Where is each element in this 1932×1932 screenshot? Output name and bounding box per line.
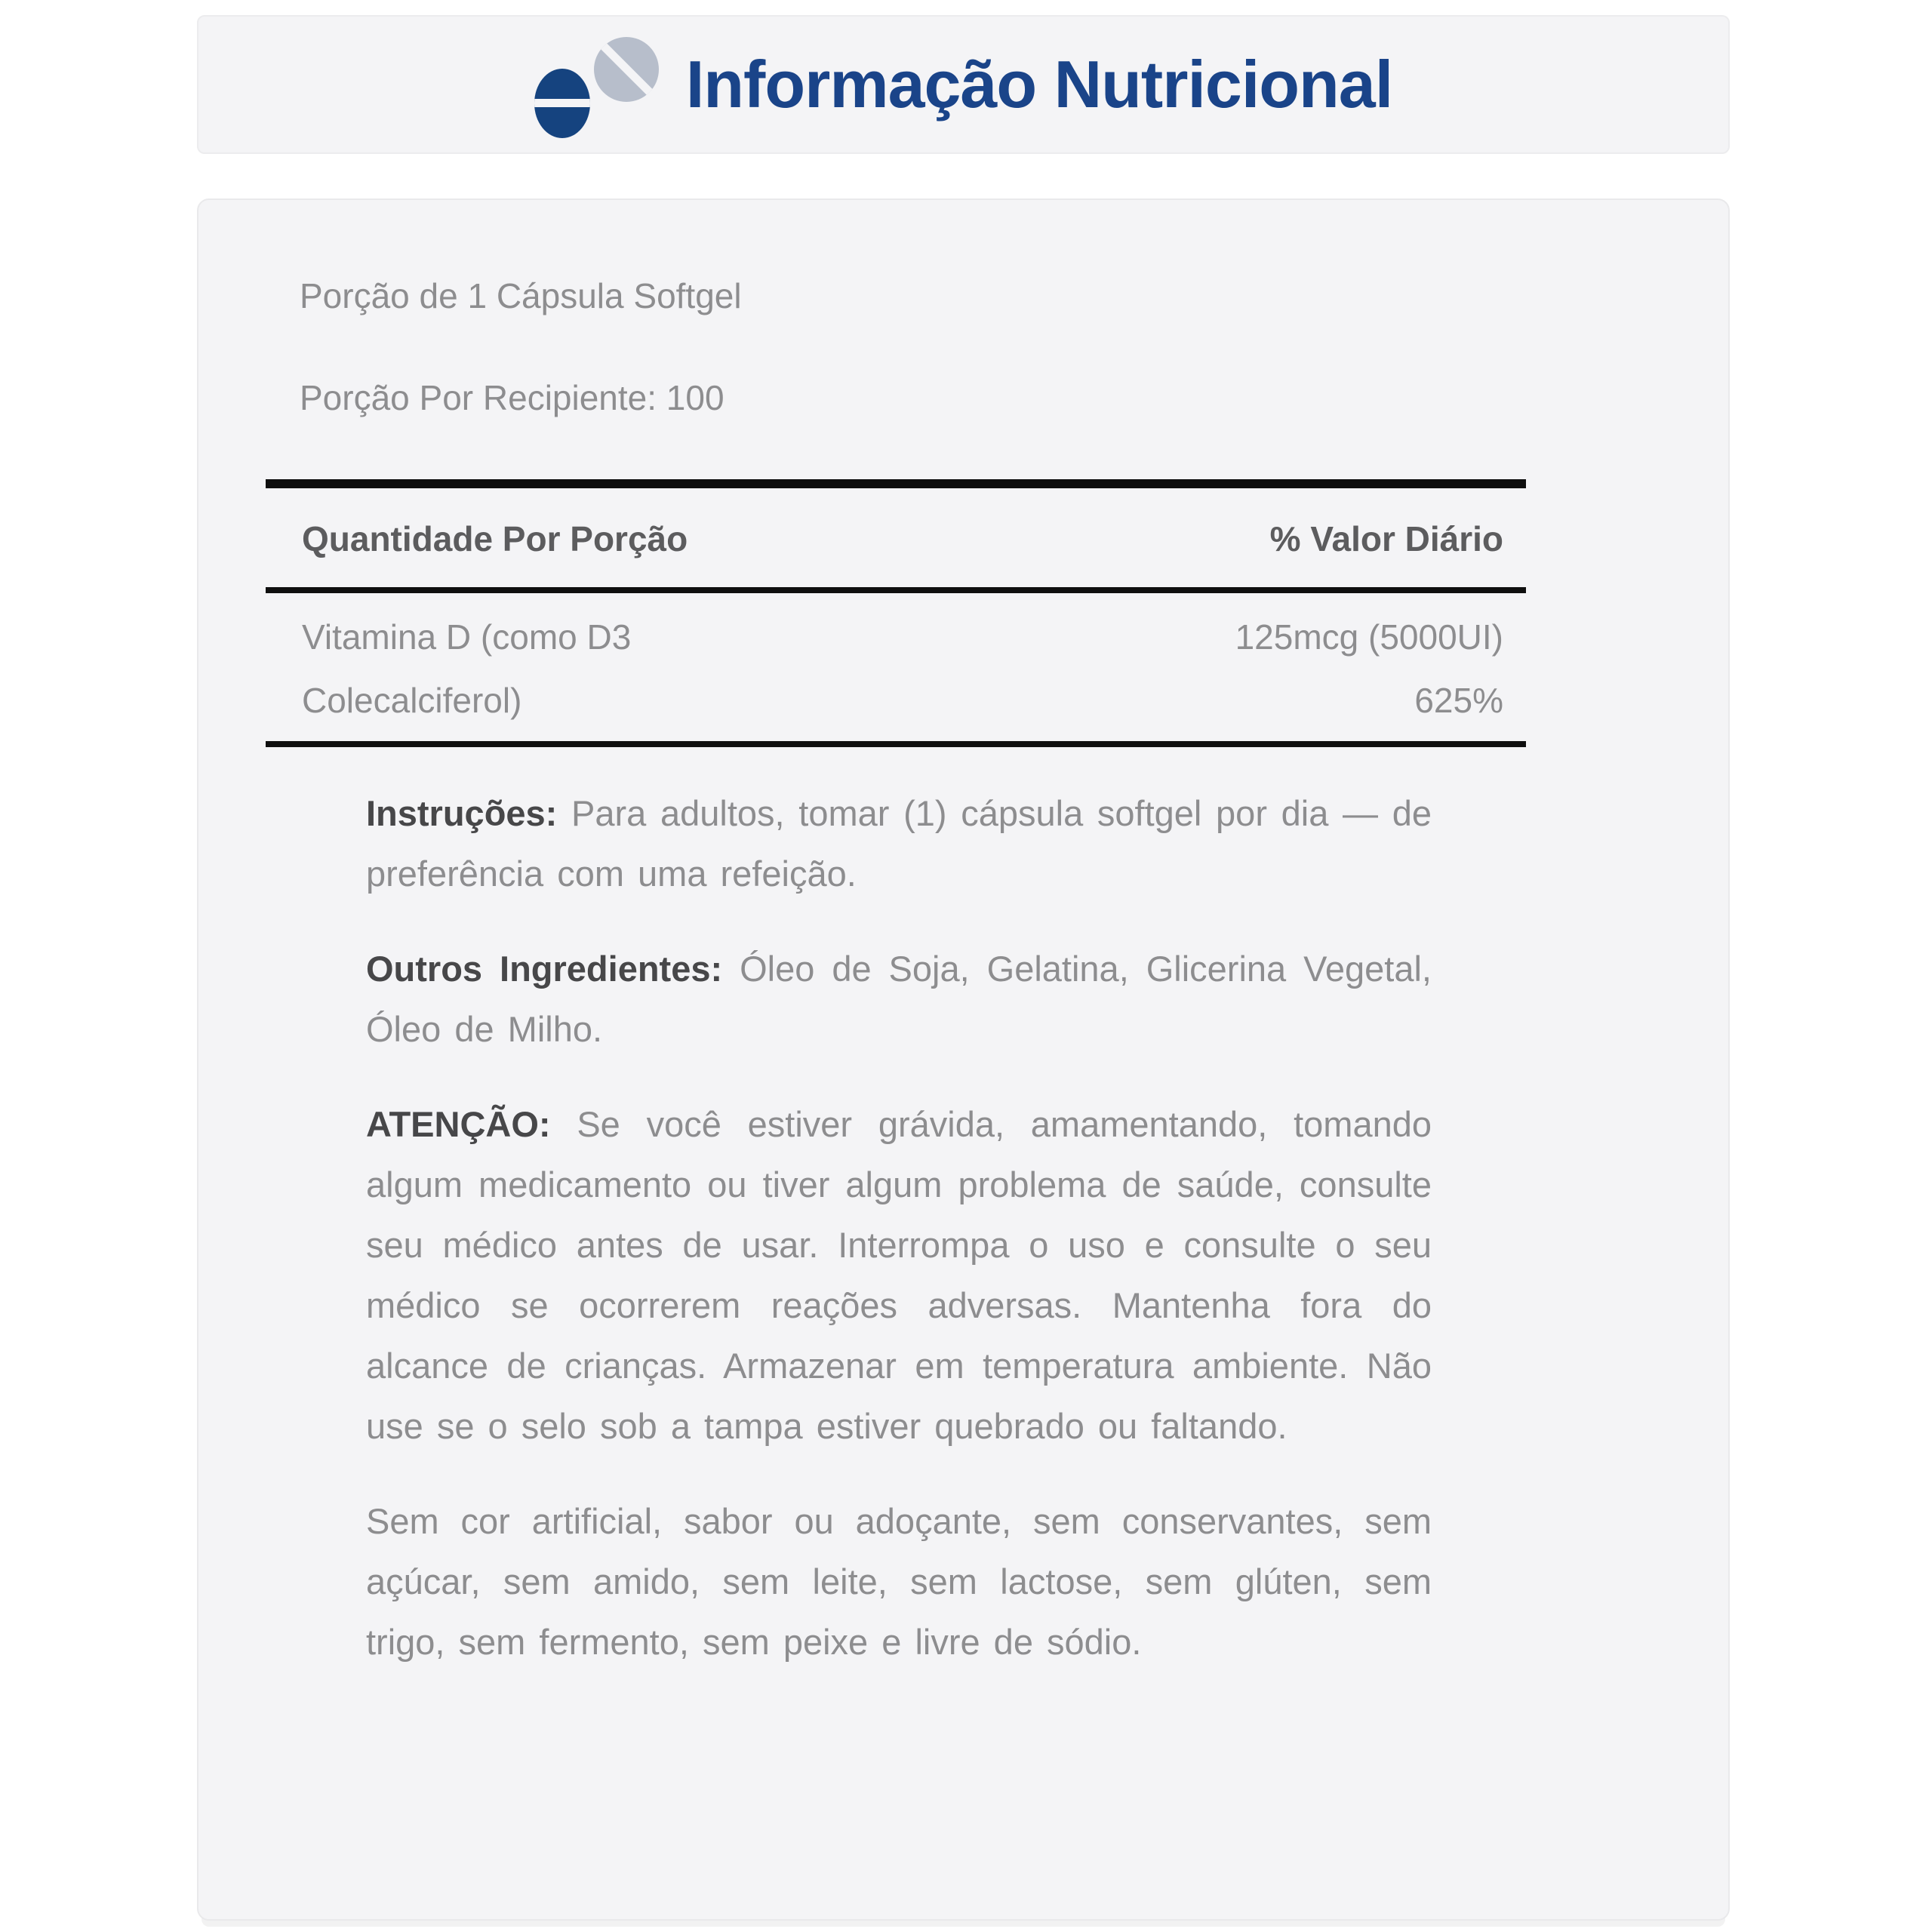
nutrient-name-cell xyxy=(302,605,631,732)
page-title: Informação Nutricional xyxy=(685,47,1393,122)
table-rule-under-header xyxy=(266,587,1526,593)
info-paragraphs xyxy=(366,783,1432,1672)
other-ingredients-text: Óleo de Soja, Gelatina, Glicerina Vegetal, Óleo de Milho. xyxy=(366,949,1432,1049)
instructions-text: Para adultos, tomar (1) cápsula softgel por dia — de preferência com uma refeição. xyxy=(366,793,1432,894)
other-ingredients-paragraph xyxy=(366,939,1432,1060)
nutrient-amount: 125mcg (5000UI) xyxy=(1235,617,1503,657)
warning-label: ATENÇÃO: xyxy=(366,1104,551,1144)
table-header-row xyxy=(266,488,1526,587)
warning-paragraph xyxy=(366,1094,1432,1457)
table-row-vitamin-d xyxy=(266,593,1526,741)
tablet-dark-icon xyxy=(534,69,590,138)
nutrient-name-line2: Colecalciferol) xyxy=(302,681,522,720)
serving-size-text: Porção de 1 Cápsula Softgel xyxy=(300,276,742,315)
free-from-paragraph xyxy=(366,1491,1432,1672)
nutrition-panel xyxy=(197,198,1730,1921)
warning-text: Se você estiver grávida, amamentando, tomando algum medicamento ou tiver algum problema de saúde, consulte seu médico antes de usar. Interrompa o uso e consulte o seu médico se ocorrerem reações adversas. Mantenha fora do alcance de crianças. Armazenar em temperatura ambiente. Não use se o selo sob a tampa estiver quebrado ou faltando. xyxy=(366,1104,1432,1446)
nutrient-value-cell xyxy=(1235,605,1503,732)
servings-per-container-text: Porção Por Recipiente: 100 xyxy=(300,378,724,417)
table-rule-bottom xyxy=(266,741,1526,747)
table-rule-top xyxy=(266,479,1526,488)
facts-table xyxy=(266,479,1526,747)
free-from-text: Sem cor artificial, sabor ou adoçante, sem conservantes, sem açúcar, sem amido, sem leite, sem lactose, sem glúten, sem trigo, sem fermento, sem peixe e livre de sódio. xyxy=(366,1501,1432,1662)
other-ingredients-label: Outros Ingredientes: xyxy=(366,949,723,989)
instructions-paragraph xyxy=(366,783,1432,904)
nutrition-header xyxy=(197,15,1730,154)
nutrient-daily-value: 625% xyxy=(1414,681,1503,720)
instructions-label: Instruções: xyxy=(366,793,558,833)
pills-icon xyxy=(534,37,659,140)
tablet-light-icon xyxy=(594,37,659,102)
column-header-amount-per-serving: Quantidade Por Porção xyxy=(302,519,688,558)
column-header-daily-value: % Valor Diário xyxy=(1269,519,1503,558)
nutrient-name-line1: Vitamina D (como D3 xyxy=(302,617,632,657)
